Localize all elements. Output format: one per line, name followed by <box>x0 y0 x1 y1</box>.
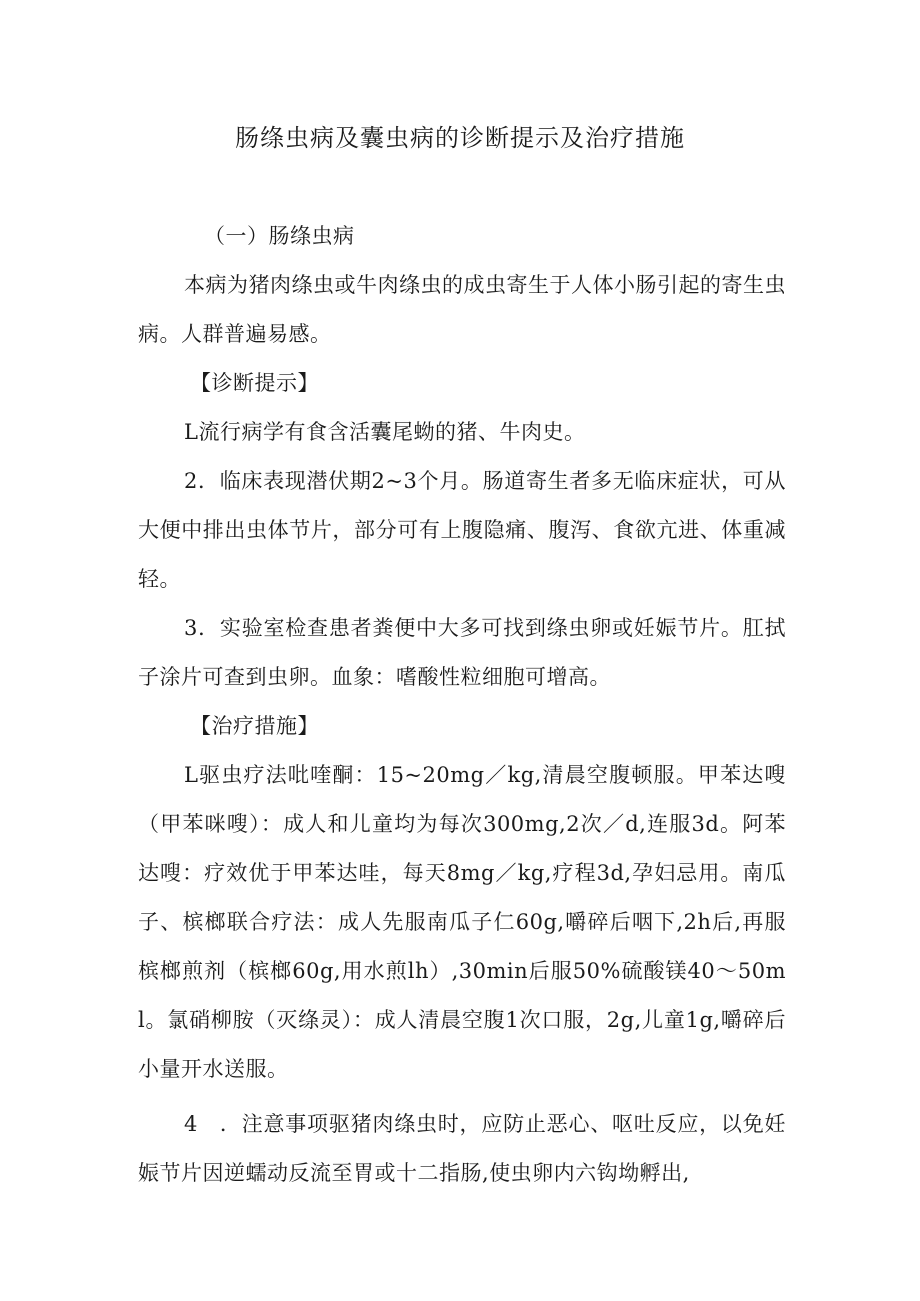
diagnosis-heading: 【诊断提示】 <box>190 371 319 395</box>
treatment-item: L驱虫疗法吡喹酮：15~20mg／kg,清晨空腹顿服。甲苯达嗖（甲苯咪嗖）：成人和儿童均为每次300mg,2次／d,连服3d。阿苯达嗖：疗效优于甲苯达哇，每天8mg／kg,疗程3d,孕妇忌用。南瓜子、槟榔联合疗法：成人先服南瓜子仁60g,嚼碎后咽下,2h后,再服槟榔煎剂（槟榔60g,用水煎lh）,30min后服50%硫酸镁40～50ml。氯硝柳胺（灭绦灵）：成人清晨空腹1次口服，2g,儿童1g,嚼碎后小量开水送服。 <box>138 763 786 1081</box>
treatment-item: 4 ．注意事项驱猪肉绦虫时，应防止恶心、呕吐反应，以免妊娠节片因逆蠕动反流至胃或十二指肠,使虫卵内六钩坳孵出, <box>138 1112 786 1185</box>
intro-paragraph: 本病为猪肉绦虫或牛肉绦虫的成虫寄生于人体小肠引起的寄生虫病。人群普遍易感。 <box>138 273 786 346</box>
treatment-heading: 【治疗措施】 <box>190 714 319 738</box>
document-body <box>138 212 786 1198</box>
diagnosis-item: L流行病学有食含活囊尾蚴的猪、牛肉史。 <box>184 420 586 444</box>
diagnosis-item: 3．实验室检查患者粪便中大多可找到绦虫卵或妊娠节片。肛拭子涂片可查到虫卵。血象：嗜酸性粒细胞可增高。 <box>138 616 786 689</box>
section-heading: （一）肠绦虫病 <box>204 224 355 248</box>
diagnosis-item: 2．临床表现潜伏期2~3个月。肠道寄生者多无临床症状，可从大便中排出虫体节片，部分可有上腹隐痛、腹泻、食欲亢进、体重减轻。 <box>138 469 786 591</box>
document-title: 肠绦虫病及囊虫病的诊断提示及治疗措施 <box>235 124 685 152</box>
